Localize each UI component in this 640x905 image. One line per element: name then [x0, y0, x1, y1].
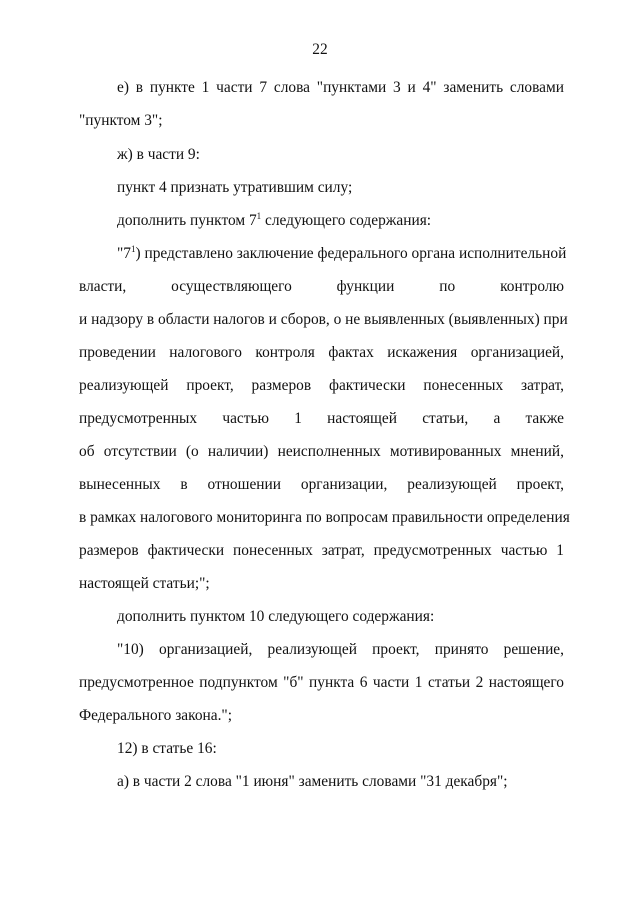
text-line: размеров фактически понесенных затрат, предусмотренных частью 1 — [79, 542, 564, 559]
text-line: проведении налогового контроля фактах искажения организацией, — [79, 344, 564, 361]
text-line: пункт 4 признать утратившим силу; — [117, 179, 353, 196]
text-line: предусмотренное подпунктом "б" пункта 6 части 1 статьи 2 настоящего — [79, 674, 564, 691]
text-run: "7 — [117, 245, 131, 262]
text-line — [117, 244, 567, 264]
text-line: и надзору в области налогов и сборов, о не выявленных (выявленных) при — [79, 311, 568, 328]
text-line — [117, 211, 564, 231]
text-line: 12) в статье 16: — [117, 740, 217, 757]
text-run: ) представлено заключение федерального органа исполнительной — [135, 245, 567, 262]
text-line: е) в пункте 1 части 7 слова "пунктами 3 и 4" заменить словами — [117, 79, 564, 96]
text-run: следующего содержания: — [261, 212, 432, 229]
text-line: ж) в части 9: — [117, 146, 200, 163]
text-line: "10) организацией, реализующей проект, принято решение, — [117, 641, 564, 658]
text-run: дополнить пунктом 7 — [117, 212, 257, 229]
superscript: 1 — [256, 211, 262, 221]
text-line: власти, осуществляющего функции по контролю — [79, 278, 564, 295]
text-line: Федерального закона."; — [79, 707, 232, 724]
text-line: "пунктом 3"; — [79, 112, 163, 129]
text-line: настоящей статьи;"; — [79, 575, 210, 592]
text-line: вынесенных в отношении организации, реализующей проект, — [79, 476, 564, 493]
page-number: 22 — [312, 41, 328, 58]
text-line: в рамках налогового мониторинга по вопросам правильности определения — [79, 509, 570, 526]
text-line: дополнить пунктом 10 следующего содержания: — [117, 608, 435, 625]
text-line: предусмотренных частью 1 настоящей статьи, а также — [79, 410, 564, 427]
text-line: об отсутствии (о наличии) неисполненных мотивированных мнений, — [79, 443, 564, 460]
text-line: реализующей проект, размеров фактически понесенных затрат, — [79, 377, 564, 394]
text-line: а) в части 2 слова "1 июня" заменить словами "31 декабря"; — [117, 773, 508, 790]
superscript: 1 — [130, 244, 136, 254]
